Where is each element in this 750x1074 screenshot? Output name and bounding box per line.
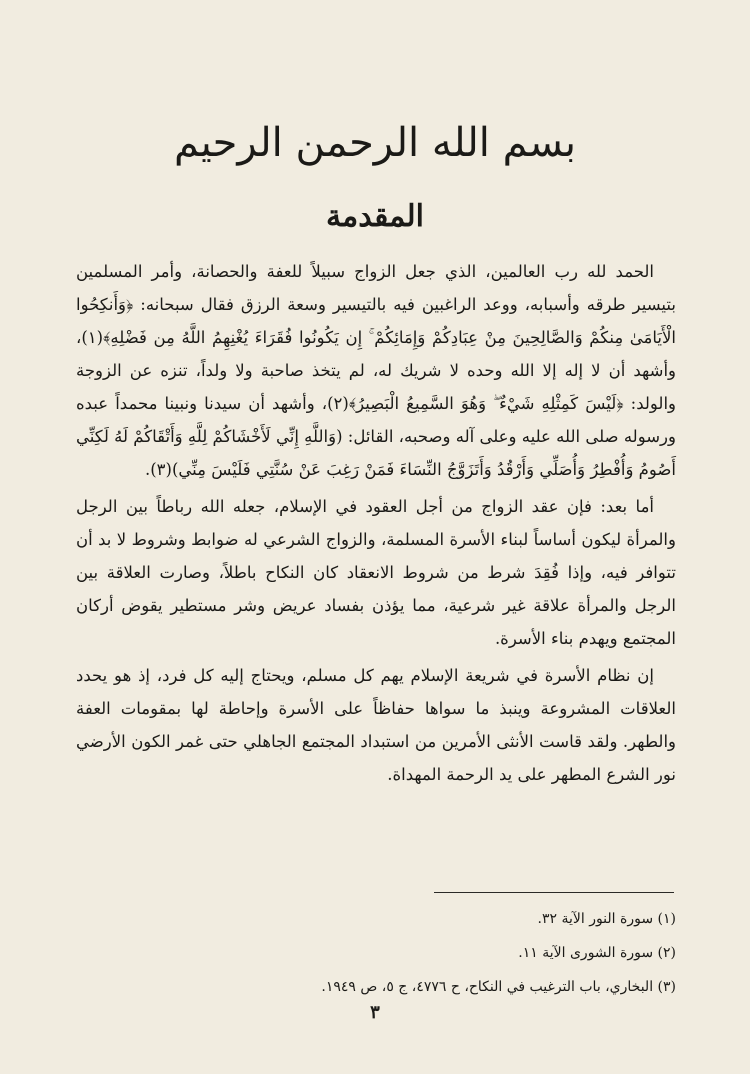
- footnotes: [76, 902, 676, 1004]
- footnote-3: (٣) البخاري، باب الترغيب في النكاح، ح ٤٧٧٦، ج ٥، ص ١٩٤٩.: [321, 979, 676, 995]
- paragraph-intro: الحمد لله رب العالمين، الذي جعل الزواج سبيلاً للعفة والحصانة، وأمر المسلمين بتيسير طرقه وأسبابه، ووعد الراغبين فيه بالتيسير وسعة الرزق فقال سبحانه: ﴿وَأَنكِحُوا الْأَيَامَىٰ مِنكُمْ وَالصَّالِحِينَ مِنْ عِبَادِكُمْ وَإِمَائِكُمْ ۚ إِن يَكُونُوا فُقَرَاءَ يُغْنِهِمُ اللَّهُ مِن فَضْلِهِ﴾(١)، وأشهد أن لا إله إلا الله وحده لا شريك له، لم يتخذ صاحبة ولا ولداً، تنزه عن الزوجة والولد: ﴿لَيْسَ كَمِثْلِهِ شَيْءٌ ۖ وَهُوَ السَّمِيعُ الْبَصِيرُ﴾(٢)، وأشهد أن سيدنا ونبينا محمداً عبده ورسوله صلى الله عليه وعلى آله وصحبه، القائل: (وَاللَّهِ إِنِّي لَأَخْشَاكُمْ لِلَّهِ وَأَتْقَاكُمْ لَهُ لَكِنِّي أَصُومُ وَأُفْطِرُ وَأُصَلِّي وَأَرْقُدُ وَأَتَزَوَّجُ النِّسَاءَ فَمَنْ رَغِبَ عَنْ سُنَّتِي فَلَيْسَ مِنِّي)(٣).: [76, 262, 676, 479]
- footnote-divider: [434, 892, 674, 893]
- paragraph-family-system: إن نظام الأسرة في شريعة الإسلام يهم كل مسلم، ويحتاج إليه كل فرد، إذ هو يحدد العلاقات المشروعة وينبذ ما سواها حفاظاً على الأسرة وإحاطة لها بمقومات العفة والطهر. ولقد قاست الأنثى الأمرين من استبداد المجتمع الجاهلي حتى غمر الكون الأرضي نور الشرع المطهر على يد الرحمة المهداة.: [76, 666, 676, 784]
- basmala-heading: بسم الله الرحمن الرحيم: [173, 120, 577, 166]
- page-title: المقدمة: [326, 199, 424, 234]
- footnote-2: (٢) سورة الشورى الآية ١١.: [518, 945, 676, 961]
- footnote-1: (١) سورة النور الآية ٣٢.: [537, 911, 676, 927]
- page-number: ٣: [370, 1002, 380, 1023]
- paragraph-marriage-contract: أما بعد: فإن عقد الزواج من أجل العقود في الإسلام، جعله الله رباطاً بين الرجل والمرأة ليكون أساساً لبناء الأسرة المسلمة، والزواج الشرعي له ضوابط وشروط لا بد أن تتوافر فيه، وإذا فُقِدَ شرط من شروط الانعقاد كان النكاح باطلاً، وصارت العلاقة بين الرجل والمرأة علاقة غير شرعية، مما يؤذن بفساد عريض وشر مستطير يقوض أركان المجتمع ويهدم بناء الأسرة.: [76, 497, 676, 648]
- main-text: [76, 255, 676, 791]
